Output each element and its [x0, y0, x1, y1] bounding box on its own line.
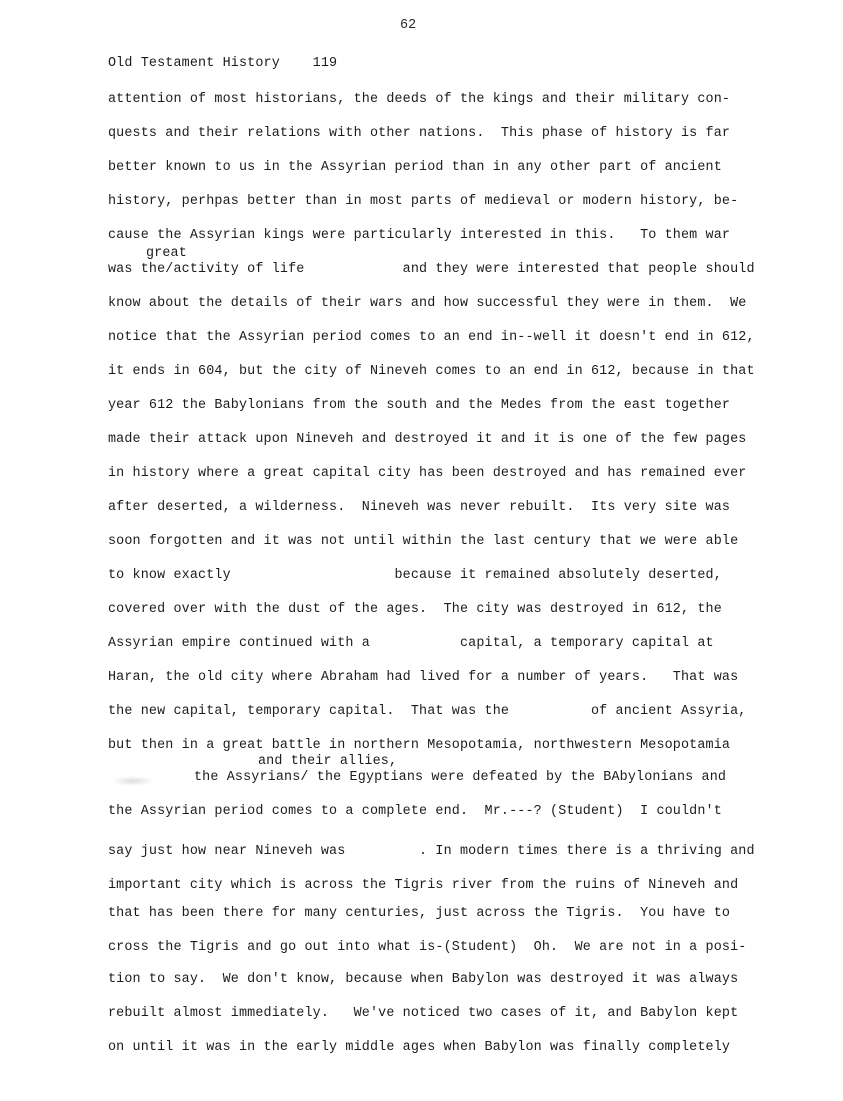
text-line: important city which is across the Tigris river from the ruins of Nineveh and [108, 878, 739, 893]
text-line: Haran, the old city where Abraham had lived for a number of years. That was [108, 670, 739, 685]
header-title: Old Testament History [108, 56, 280, 71]
text-line: it ends in 604, but the city of Nineveh comes to an end in 612, because in that [108, 364, 755, 379]
text-line: was the/activity of life and they were interested that people should [108, 262, 755, 277]
text-line: cross the Tigris and go out into what is-(Student) Oh. We are not in a posi- [108, 940, 747, 955]
text-line: soon forgotten and it was not until within the last century that we were able [108, 534, 739, 549]
running-header [108, 56, 337, 71]
text-line: attention of most historians, the deeds of the kings and their military con- [108, 92, 731, 107]
interlinear-insertion: great [146, 246, 187, 261]
text-line: covered over with the dust of the ages. The city was destroyed in 612, the [108, 602, 722, 617]
text-line: better known to us in the Assyrian period than in any other part of ancient [108, 160, 722, 175]
interlinear-insertion: and their allies, [258, 754, 398, 769]
text-line: tion to say. We don't know, because when Babylon was destroyed it was always [108, 972, 739, 987]
text-line: but then in a great battle in northern Mesopotamia, northwestern Mesopotamia [108, 738, 731, 753]
text-line: cause the Assyrian kings were particularly interested in this. To them war [108, 228, 731, 243]
text-line: the Assyrians/ the Egyptians were defeated by the BAbylonians and [194, 770, 727, 785]
text-line: notice that the Assyrian period comes to an end in--well it doesn't end in 612, [108, 330, 755, 345]
text-line: say just how near Nineveh was . In modern times there is a thriving and [108, 844, 755, 859]
text-line: on until it was in the early middle ages when Babylon was finally completely [108, 1040, 731, 1055]
text-line: the new capital, temporary capital. That was the of ancient Assyria, [108, 704, 747, 719]
text-line: made their attack upon Nineveh and destroyed it and it is one of the few pages [108, 432, 747, 447]
text-line: know about the details of their wars and how successful they were in them. We [108, 296, 747, 311]
text-line: Assyrian empire continued with a capital, a temporary capital at [108, 636, 714, 651]
text-line: that has been there for many centuries, just across the Tigris. You have to [108, 906, 731, 921]
text-line: history, perhpas better than in most parts of medieval or modern history, be- [108, 194, 739, 209]
page-number: 62 [400, 18, 417, 33]
text-line: rebuilt almost immediately. We've noticed two cases of it, and Babylon kept [108, 1006, 739, 1021]
text-line: after deserted, a wilderness. Nineveh was never rebuilt. Its very site was [108, 500, 731, 515]
text-line: in history where a great capital city has been destroyed and has remained ever [108, 466, 747, 481]
smudge-mark [112, 776, 154, 786]
text-line: the Assyrian period comes to a complete end. Mr.---? (Student) I couldn't [108, 804, 722, 819]
text-line: to know exactly because it remained absolutely deserted, [108, 568, 722, 583]
header-page-number: 119 [312, 56, 338, 71]
text-line: year 612 the Babylonians from the south and the Medes from the east together [108, 398, 731, 413]
text-line: quests and their relations with other nations. This phase of history is far [108, 126, 731, 141]
